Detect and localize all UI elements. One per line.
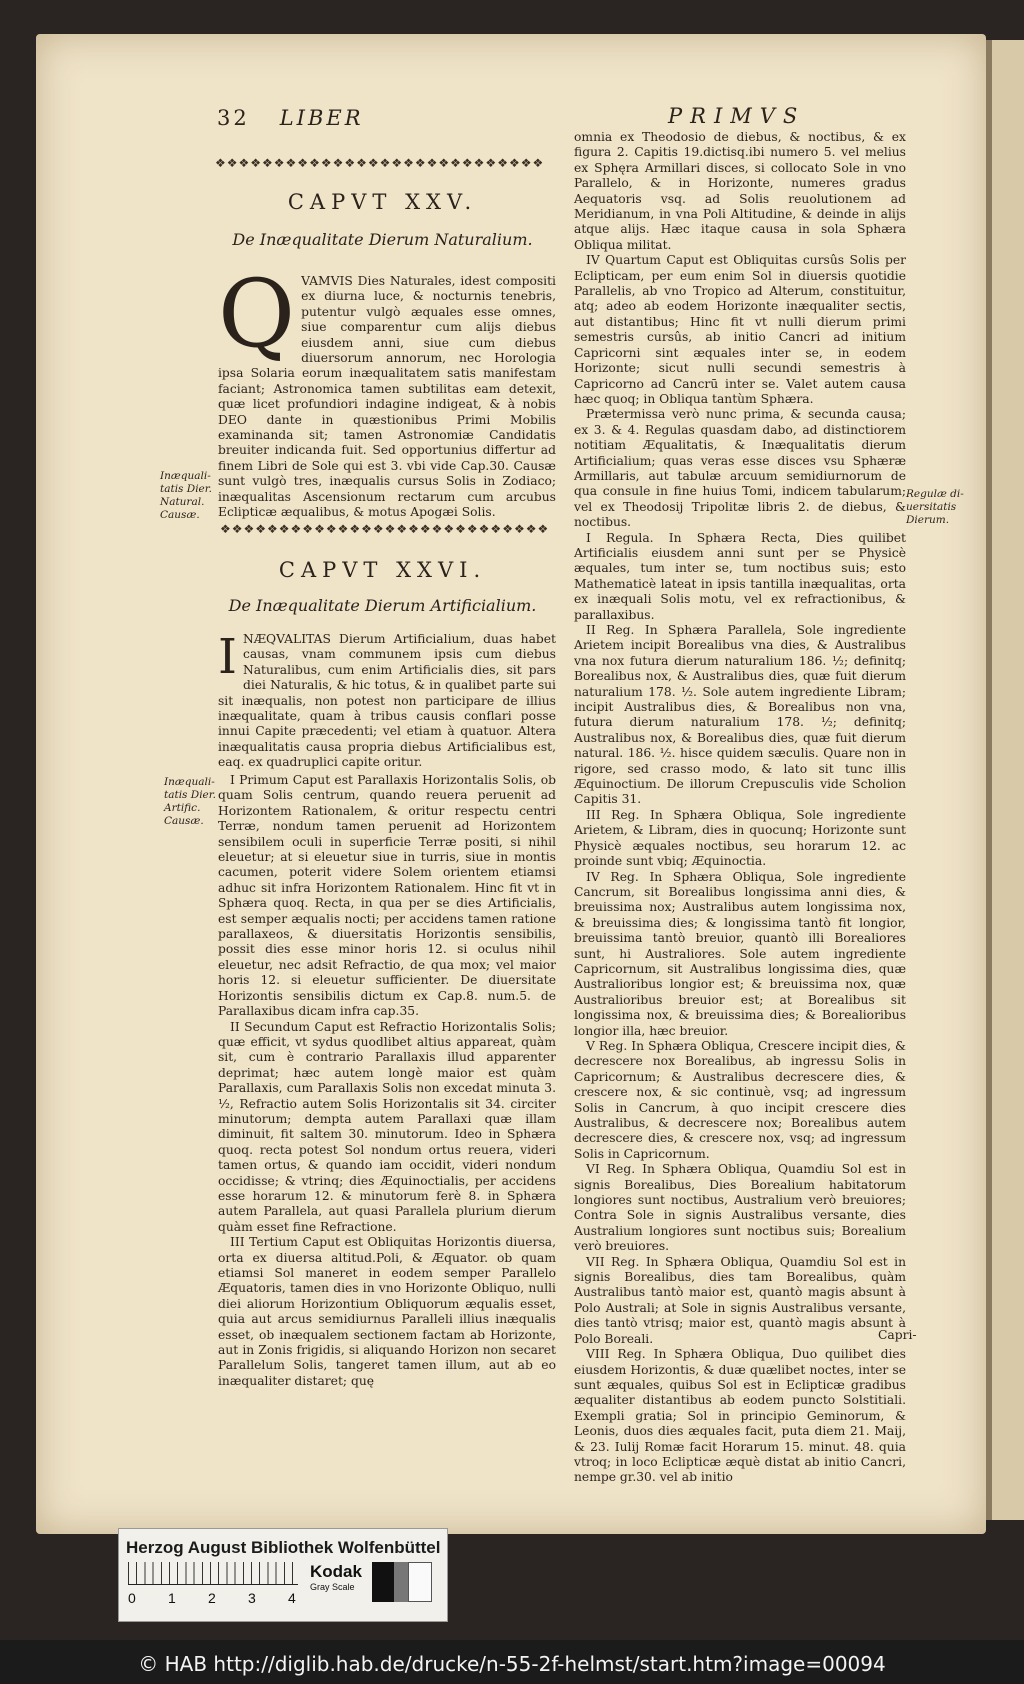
paragraph: VAMVIS Dies Naturales, idest compositi ex diurna luce, & nocturnis tenebris, putentur vulgò æquales esse omnes, siue comparentur cum alijs diebus eiusdem anni, siue cum diebus diuersorum annorum, nec Horologia ipsa Solaria eorum inæqualitatem satis manifestam faciant; Astronomica tamen subtilitas eam detexit, quæ licet profundiori indagine indigeat, & à nobis DEO dante in quæstionibus Primi Mobilis examinanda sit; tamen Astronomiæ Candidatis breuiter indicanda fuit. Sed opportunius differtur ad finem Libri de Sole qui est 3. vbi vide Cap.30. Causæ sunt vulgò tres, inæqualis cursus Solis in Zodiaco; inæqualitas Ascensionum rectarum cum arcubus Eclipticæ æqualibus, & motus Apogæi Solis.	[218, 274, 556, 520]
ruler-label: 4	[288, 1590, 296, 1606]
drop-cap: I	[218, 629, 237, 685]
paragraph: omnia ex Theodosio de diebus, & noctibus, & ex figura 2. Capitis 19.dictisq.ibi numero 5. vel melius ex Sphęra Armillari disces, si collocato Sole in vno Parallelo, & in Horizonte, numeres gradus Aequatoris vsq. ad Solis reuolutionem ad Meridianum, in vna Poli Altitudine, & deinde in alijs atque alijs. Hæc itaque causa in sola Sphæra Obliqua militat.	[574, 130, 906, 252]
running-head-left	[217, 106, 364, 130]
paragraph: III Tertium Caput est Obliquitas Horizontis diuersa, orta ex diuersa altitud.Poli, & Æquator. ob quam etiamsi Sol maneret in eodem semper Parallelo Æquatoris, tamen dies in vno Horizonte Obliquo, nulli diei aliorum Horizontium Obliquorum æqualis esset, quia aut arcus semidiurnus Paralleli illius inæqualis esset, ob inæqualem sectionem factam ab Horizonte, aut in Zonis frigidis, si aliquando Horizon non secaret Parallelum Solis, tangeret tamen illum, aut ab eo inæqualiter distaret; quę	[218, 1235, 556, 1388]
paragraph: NÆQVALITAS Dierum Artificialium, duas habet causas, vnam communem ipsis cum diebus Naturalibus, cum enim Artificialis dies, sit pars diei Naturalis, & hic totus, & in qualibet parte sui sit inæqualis, non potest non participare de illius inæqualitate, quam à tribus causis conflari posse innui Capite præcedenti; vel etiam à quatuor. Altera inæqualitatis causa propria diebus Artificialibus est, eaq. ex quadruplici capite oritur.	[218, 632, 556, 770]
paragraph: IV Quartum Caput est Obliquitas cursûs Solis per Eclipticam, per eum enim Sol in diuersis quotidie Parallelis, ab vno Tropico ad Alterum, constituitur, atq; adeo ab eodem Horizonte inæqualiter sectis, aut distantibus; Hinc fit vt nulli dierum primi semestris cursûs, ab initio Cancri ad initium Capricorni sint æquales inter se, in eodem Horizonte; sicut nulli secundi semestris à Capricorno ad Cancrū inter se. Valet autem causa hæc quoq; in Obliqua tantùm Sphæra.	[574, 253, 906, 406]
ornament-band: ❖❖❖❖❖❖❖❖❖❖❖❖❖❖❖❖❖❖❖❖❖❖❖❖❖❖❖❖	[220, 522, 550, 536]
chapter-title: CAPVT XXVI.	[278, 558, 487, 582]
chapter-26-intro	[218, 629, 556, 771]
rule-paragraph: III Reg. In Sphæra Obliqua, Sole ingrediente Arietem, & Libram, dies in quocunq; Horizonte sunt Physicè æquales noctibus, seu horarum 12. ac proinde sunt vbiq; Æquinoctia.	[574, 807, 906, 869]
rule-paragraph: VI Reg. In Sphæra Obliqua, Quamdiu Sol est in signis Borealibus, Dies Borealium habitatorum longiores sunt noctibus, Australium verò breuiores; Contra Sole in signis Australibus versante, dies Australium longiores sunt noctibus suis; Borealium verò breuiores.	[574, 1162, 906, 1254]
running-head-right: PRIMVS	[668, 104, 806, 128]
ruler-label: 1	[168, 1590, 176, 1606]
chapter-25-text	[218, 260, 556, 521]
ruler-label: 0	[128, 1590, 136, 1606]
kodak-logo: Kodak	[310, 1562, 362, 1581]
page-number: 32	[217, 106, 250, 130]
paragraph: I Primum Caput est Parallaxis Horizontalis Solis, ob quam Solis centrum, quando reuera peruenit ad Horizontem Rationalem, & oritur respectu centri Terræ, nondum tamen peruenit ad Horizontem sensibilem oculi in superficie Terræ positi, si nihil eleuetur; at si eleuetur siue in turris, siue in montis cacumen, poterit videre Solem orientem etiamsi adhuc sit infra Horizontem Rationalem. Hinc fit vt in Sphæra quoq. Recta, in qua per se dies Artificialis, est semper æqualis nocti; per accidens tamen ratione parallaxeos, & diuersitatis Horizontis sensibilis, possit dies esse minor horis 12. si oculus nihil eleuetur, nec adsit Refractio, de qua mox; vel maior horis 12. si eleuetur sufficienter. De diuersitate Horizontis sensibilis dictum ex Cap.8. num.5. de Parallaxibus dicam infra cap.35.	[218, 773, 556, 1019]
chapter-subtitle: De Inæqualitate Dierum Naturalium.	[232, 230, 533, 249]
ruler-label: 3	[248, 1590, 256, 1606]
running-head-left-text: LIBER	[279, 106, 364, 130]
right-column	[574, 130, 906, 1486]
rule-paragraph: VIII Reg. In Sphæra Obliqua, Duo quilibet dies eiusdem Horizontis, & duæ quælibet noctes, inter se sunt æquales, quibus Sol est in Eclipticæ gradibus æqualiter distantibus ab eodem puncto Solstitiali. Exempli gratia; Sol in principio Geminorum, & Leonis, duos dies æquales facit, puta diem 21. Maij, & 23. Iulij Romæ facit Horarum 15. minut. 48. quia vtroq; in loco Eclipticæ æquè distat ab initio Cancri, nempe gr.30. vel ab initio	[574, 1347, 906, 1485]
chapter-title: CAPVT XXV.	[287, 190, 478, 214]
ornament-band: ❖❖❖❖❖❖❖❖❖❖❖❖❖❖❖❖❖❖❖❖❖❖❖❖❖❖❖❖	[215, 156, 545, 170]
catchword: Capri-	[878, 1328, 917, 1342]
ruler-scale	[128, 1562, 298, 1585]
ruler-label: 2	[208, 1590, 216, 1606]
gray-patch-white	[408, 1562, 432, 1602]
rule-paragraph: V Reg. In Sphæra Obliqua, Crescere incipit dies, & decrescere nox Borealibus, ab ingressu Solis in Capricornum; & Australibus decrescere dies, & crescere nox, & sic continuè, vsq; ad ingressum Solis in Cancrum, à quo incipit crescere dies Australibus, & decrescere nox; Borealibus autem decrescere dies, & crescere nox, vsq; ad ingressum Solis in Capricornum.	[574, 1038, 906, 1161]
footer-copyright-link[interactable]: © HAB http://diglib.hab.de/drucke/n-55-2f-helmst/start.htm?image=00094	[138, 1652, 886, 1676]
paragraph: II Secundum Caput est Refractio Horizontalis Solis; quæ efficit, vt sydus quodlibet altius appareat, quàm sit, cum è contrario Parallaxis illud apparenter deprimat; hæc autem longè maior est quàm Parallaxis, cum Parallaxis Solis non excedat minuta 3. ½, Refractio autem Solis Horizontalis sit 34. circiter minutorum; dempta autem Parallaxi quæ illam diminuit, fit saltem 30. minutorum. Ideo in Sphæra quoq. recta potest Sol nondum ortus reuera, videri tamen ortus, & quando iam occidit, videri nondum occidisse; & vtrinq; dies Æquinoctialis, per accidens esse horarum 12. & minutorum ferè 8. in Sphæra autem Parallela, aut quasi Parallela plurium dierum quàm esset fine Refractione.	[218, 1019, 556, 1234]
rule-paragraph: IV Reg. In Sphæra Obliqua, Sole ingrediente Cancrum, sit Borealibus longissima anni dies, & breuissima nox; Australibus autem longissima nox, & breuissima dies; & longissima tantò fit longior, breuissima tantò breuior, quantò illi Borealiores sunt, hi Australiores. Sole autem ingrediente Capricornum, sit Australibus longissima dies, quæ Australioribus longior est; & breuissima nox, quæ Australioribus breuior est; at Borealibus sit longissima nox, & breuissima dies; & Borealioribus longior illa, hæc breuior.	[574, 869, 906, 1038]
chapter-subtitle: De Inæqualitate Dierum Artificialium.	[228, 596, 537, 615]
margin-note: Regulæ di-uersitatis Dierum.	[906, 488, 964, 526]
drop-cap: Q	[218, 260, 296, 369]
paragraph: Prætermissa verò nunc prima, & secunda causa; ex 3. & 4. Regulas quasdam dabo, ad distinctiorem notitiam Æqualitatis, & Inæqualitatis dierum Artificialium; quas veras esse disces vsu Sphæræ Armillaris, aut tabulæ arcuum semidiurnorum de qua consule in fine huius Tomi, indicem tabularum; vel ex Theodosij Tripolitæ libris 2. de diebus, & noctibus.	[574, 407, 906, 530]
rule-paragraph: II Reg. In Sphæra Parallela, Sole ingrediente Arietem incipit Borealibus vna dies, & Australibus vna nox futura dierum naturalium 186. ½; definitq; Borealibus nox, & Australibus dies, quæ fuit dierum naturalium 178. ½. Sole autem ingrediente Libram; incipit Australibus dies, & Borealibus non vna, futura dierum naturalium 178. ½; definitq; Australibus nox, & Borealibus dies, quæ fuit dierum natural. 186. ½. hisce quidem sæculis. Quare non in rigore, sed crasso modo, & lato sit tunc illis Æquinoctium. De illorum Crepusculis vide Scholion Capitis 31.	[574, 623, 906, 807]
next-page-edge	[986, 40, 1024, 1520]
margin-note: Inæquali-tatis Dier. Natural. Causæ.	[160, 470, 212, 521]
gray-patch-mid	[394, 1562, 408, 1602]
library-name: Herzog August Bibliothek Wolfenbüttel	[126, 1538, 441, 1557]
chapter-26-causes	[218, 773, 556, 1389]
margin-note: Inæquali-tatis Dier. Artific. Causæ.	[164, 776, 216, 827]
kodak-subtitle: Gray Scale	[310, 1582, 355, 1592]
gray-patch-black	[372, 1562, 394, 1602]
rule-paragraph: I Regula. In Sphæra Recta, Dies quilibet Artificialis eiusdem anni sunt per se Physicè æquales, tum inter se, tum noctibus suis; esto Mathematicè lateat in ipsis tantilla inæqualitas, orta ex inæquali Solis motu, vel ex refractionibus, & parallaxibus.	[574, 530, 906, 622]
rule-paragraph: VII Reg. In Sphæra Obliqua, Quamdiu Sol est in signis Borealibus, dies tam Borealibus, quàm Australibus tantò maior est, quantò magis absunt à Polo Australi; at Sole in signis Australibus versante, dies tantò vtrisq; maior est, quantò magis absunt à Polo Boreali.	[574, 1254, 906, 1346]
